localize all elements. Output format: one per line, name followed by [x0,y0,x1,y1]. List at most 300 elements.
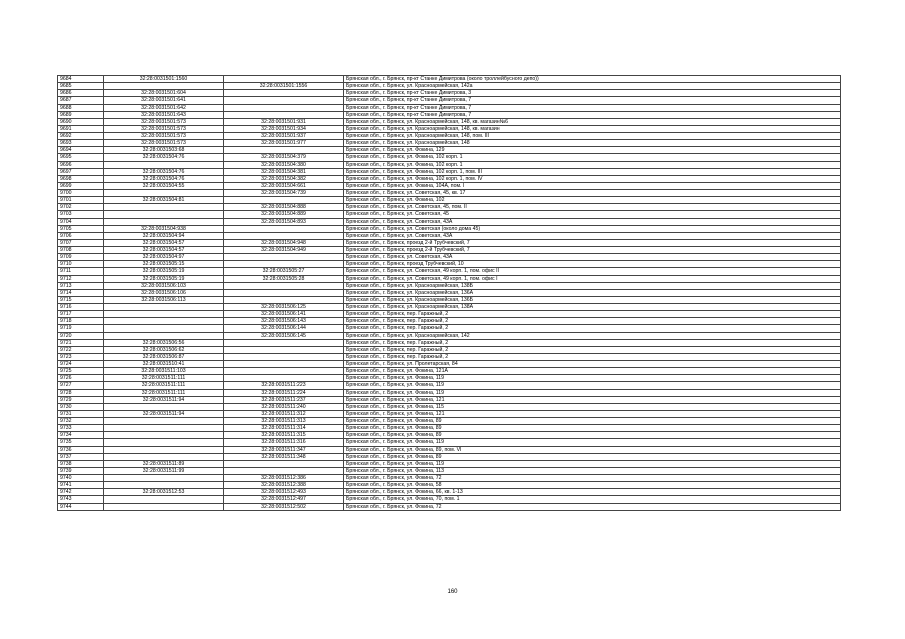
address-cell: Брянская обл., г. Брянск, ул. Фокина, 102 корп. 1 [344,161,841,168]
object-cadastral-cell [224,254,344,261]
object-cadastral-cell: 32:28:0031512:386 [224,475,344,482]
row-number-cell: 9686 [58,90,104,97]
table-row [58,325,841,332]
row-number-cell: 9690 [58,118,104,125]
land-cadastral-cell [104,318,224,325]
address-cell: Брянская обл., г. Брянск, ул. Пролетарская, 84 [344,361,841,368]
table-row [58,118,841,125]
object-cadastral-cell: 32:28:0031504:949 [224,247,344,254]
land-cadastral-cell [104,446,224,453]
object-cadastral-cell: 32:28:0031512:493 [224,489,344,496]
table-row [58,467,841,474]
land-cadastral-cell: 32:28:0031501:643 [104,111,224,118]
address-cell: Брянская обл., г. Брянск, проезд Трубчевский, 10 [344,261,841,268]
land-cadastral-cell: 32:28:0031506:62 [104,346,224,353]
page-number: 160 [447,589,458,595]
table-row [58,489,841,496]
row-number-cell: 9728 [58,389,104,396]
address-cell: Брянская обл., г. Брянск, ул. Фокина, 121 [344,396,841,403]
land-cadastral-cell: 32:28:0031501:641 [104,97,224,104]
table-row [58,254,841,261]
row-number-cell: 9691 [58,125,104,132]
land-cadastral-cell [104,496,224,503]
table-row [58,446,841,453]
table-row [58,389,841,396]
table-row [58,182,841,189]
table-row [58,161,841,168]
address-cell: Брянская обл., г. Брянск, ул. Фокина, 89 [344,425,841,432]
object-cadastral-cell [224,261,344,268]
object-cadastral-cell [224,197,344,204]
object-cadastral-cell: 32:28:0031504:739 [224,190,344,197]
address-cell: Брянская обл., г. Брянск, ул. Фокина, 115 [344,403,841,410]
row-number-cell: 9712 [58,275,104,282]
object-cadastral-cell: 32:28:0031501:1556 [224,83,344,90]
row-number-cell: 9709 [58,254,104,261]
land-cadastral-cell: 32:28:0031501:573 [104,140,224,147]
table-row [58,410,841,417]
row-number-cell: 9732 [58,418,104,425]
row-number-cell: 9718 [58,318,104,325]
table-row [58,147,841,154]
row-number-cell: 9721 [58,339,104,346]
address-cell: Брянская обл., г. Брянск, ул. Советская, 49 корп. 1, пом. офис II [344,268,841,275]
table-row [58,453,841,460]
object-cadastral-cell: 32:28:0031512:502 [224,503,344,510]
object-cadastral-cell: 32:28:0031504:893 [224,218,344,225]
address-cell: Брянская обл., г. Брянск, ул. Советская, 43А [344,232,841,239]
table-row [58,90,841,97]
table-row [58,232,841,239]
row-number-cell: 9700 [58,190,104,197]
table-row [58,332,841,339]
row-number-cell: 9701 [58,197,104,204]
row-number-cell: 9729 [58,396,104,403]
land-cadastral-cell [104,403,224,410]
row-number-cell: 9736 [58,446,104,453]
table-row [58,175,841,182]
object-cadastral-cell [224,296,344,303]
table-row [58,140,841,147]
land-cadastral-cell: 32:28:0031504:97 [104,254,224,261]
address-cell: Брянская обл., г. Брянск, ул. Фокина, 70, пом. 1 [344,496,841,503]
object-cadastral-cell: 32:28:0031501:931 [224,118,344,125]
land-cadastral-cell: 32:28:0031511:99 [104,467,224,474]
row-number-cell: 9694 [58,147,104,154]
object-cadastral-cell: 32:28:0031511:312 [224,410,344,417]
row-number-cell: 9695 [58,154,104,161]
address-cell: Брянская обл., г. Брянск, пр-кт Станке Димитрова, 7 [344,104,841,111]
row-number-cell: 9707 [58,239,104,246]
address-cell: Брянская обл., г. Брянск, ул. Советская, 43А [344,254,841,261]
object-cadastral-cell: 32:28:0031504:380 [224,161,344,168]
object-cadastral-cell: 32:28:0031504:382 [224,175,344,182]
table-row [58,218,841,225]
table-row [58,496,841,503]
address-cell: Брянская обл., г. Брянск, ул. Фокина, 89 [344,453,841,460]
land-cadastral-cell [104,418,224,425]
address-cell: Брянская обл., г. Брянск, пр-кт Станке Димитрова (около троллейбусного депо)) [344,76,841,83]
object-cadastral-cell [224,76,344,83]
address-cell: Брянская обл., г. Брянск, ул. Фокина, 72 [344,503,841,510]
address-cell: Брянская обл., г. Брянск, ул. Фокина, 119 [344,439,841,446]
row-number-cell: 9693 [58,140,104,147]
object-cadastral-cell: 32:28:0031505:27 [224,268,344,275]
row-number-cell: 9716 [58,304,104,311]
object-cadastral-cell: 32:28:0031501:977 [224,140,344,147]
land-cadastral-cell: 32:28:0031511:111 [104,382,224,389]
row-number-cell: 9685 [58,83,104,90]
row-number-cell: 9744 [58,503,104,510]
table-row [58,460,841,467]
land-cadastral-cell [104,83,224,90]
land-cadastral-cell: 32:28:0031506:106 [104,289,224,296]
address-cell: Брянская обл., г. Брянск, пер. Гаражный, 2 [344,325,841,332]
object-cadastral-cell [224,111,344,118]
table-row [58,247,841,254]
address-cell: Брянская обл., г. Брянск, пер. Гаражный, 2 [344,311,841,318]
land-cadastral-cell: 32:28:0031504:76 [104,168,224,175]
row-number-cell: 9706 [58,232,104,239]
address-cell: Брянская обл., г. Брянск, ул. Красноармейская, 148, пом. III [344,133,841,140]
table-row [58,76,841,83]
table-row [58,339,841,346]
land-cadastral-cell [104,425,224,432]
address-cell: Брянская обл., г. Брянск, ул. Фокина, 102 корп. 1, пом. III [344,168,841,175]
object-cadastral-cell: 32:28:0031511:224 [224,389,344,396]
object-cadastral-cell: 32:28:0031506:143 [224,318,344,325]
address-cell: Брянская обл., г. Брянск, пр-кт Станке Димитрова, 7 [344,111,841,118]
row-number-cell: 9698 [58,175,104,182]
object-cadastral-cell: 32:28:0031504:381 [224,168,344,175]
object-cadastral-cell: 32:28:0031506:145 [224,332,344,339]
table-row [58,282,841,289]
address-cell: Брянская обл., г. Брянск, ул. Красноармейская, 142 [344,332,841,339]
land-cadastral-cell: 32:28:0031511:111 [104,389,224,396]
object-cadastral-cell [224,353,344,360]
object-cadastral-cell: 32:28:0031504:379 [224,154,344,161]
row-number-cell: 9710 [58,261,104,268]
land-cadastral-cell [104,503,224,510]
table-row [58,475,841,482]
address-cell: Брянская обл., г. Брянск, ул. Фокина, 102 [344,197,841,204]
object-cadastral-cell [224,104,344,111]
table-row [58,154,841,161]
land-cadastral-cell: 32:28:0031505:15 [104,261,224,268]
registry-table-body [58,76,841,511]
address-cell: Брянская обл., г. Брянск, проезд 2-й Трубчевский, 7 [344,247,841,254]
land-cadastral-cell: 32:28:0031504:55 [104,182,224,189]
row-number-cell: 9684 [58,76,104,83]
row-number-cell: 9708 [58,247,104,254]
row-number-cell: 9713 [58,282,104,289]
table-row [58,239,841,246]
table-row [58,353,841,360]
address-cell: Брянская обл., г. Брянск, ул. Советская, 43А [344,218,841,225]
land-cadastral-cell: 32:28:0031510:41 [104,361,224,368]
land-cadastral-cell: 32:28:0031506:56 [104,339,224,346]
address-cell: Брянская обл., г. Брянск, пер. Гаражный, 2 [344,339,841,346]
land-cadastral-cell [104,325,224,332]
row-number-cell: 9715 [58,296,104,303]
row-number-cell: 9734 [58,432,104,439]
row-number-cell: 9725 [58,368,104,375]
address-cell: Брянская обл., г. Брянск, ул. Фокина, 129 [344,147,841,154]
object-cadastral-cell: 32:28:0031506:141 [224,311,344,318]
table-row [58,111,841,118]
object-cadastral-cell: 32:28:0031504:661 [224,182,344,189]
address-cell: Брянская обл., г. Брянск, пр-кт Станке Димитрова, 3 [344,90,841,97]
address-cell: Брянская обл., г. Брянск, ул. Красноармейская, 142а [344,83,841,90]
table-row [58,368,841,375]
object-cadastral-cell [224,232,344,239]
land-cadastral-cell: 32:28:0031503:68 [104,147,224,154]
table-row [58,225,841,232]
row-number-cell: 9687 [58,97,104,104]
land-cadastral-cell: 32:28:0031504:76 [104,154,224,161]
table-row [58,375,841,382]
object-cadastral-cell [224,460,344,467]
table-row [58,197,841,204]
land-cadastral-cell [104,204,224,211]
table-row [58,83,841,90]
address-cell: Брянская обл., г. Брянск, ул. Фокина, 119 [344,382,841,389]
land-cadastral-cell: 32:28:0031511:89 [104,460,224,467]
table-row [58,361,841,368]
address-cell: Брянская обл., г. Брянск, ул. Красноармейская, 136Б [344,296,841,303]
table-row [58,97,841,104]
land-cadastral-cell: 32:28:0031501:573 [104,125,224,132]
land-cadastral-cell: 32:28:0031504:76 [104,175,224,182]
object-cadastral-cell [224,225,344,232]
row-number-cell: 9739 [58,467,104,474]
address-cell: Брянская обл., г. Брянск, ул. Советская, 45 [344,211,841,218]
row-number-cell: 9730 [58,403,104,410]
table-row [58,211,841,218]
table-row [58,482,841,489]
row-number-cell: 9714 [58,289,104,296]
address-cell: Брянская обл., г. Брянск, ул. Фокина, 72 [344,475,841,482]
object-cadastral-cell: 32:28:0031511:314 [224,425,344,432]
address-cell: Брянская обл., г. Брянск, ул. Фокина, 119 [344,375,841,382]
land-cadastral-cell [104,211,224,218]
address-cell: Брянская обл., г. Брянск, ул. Красноармейская, 148, кв. магазин [344,125,841,132]
address-cell: Брянская обл., г. Брянск, пер. Гаражный, 2 [344,346,841,353]
row-number-cell: 9711 [58,268,104,275]
address-cell: Брянская обл., г. Брянск, ул. Фокина, 113 [344,467,841,474]
object-cadastral-cell: 32:28:0031501:937 [224,133,344,140]
land-cadastral-cell: 32:28:0031504:94 [104,232,224,239]
address-cell: Брянская обл., г. Брянск, ул. Фокина, 119 [344,389,841,396]
address-cell: Брянская обл., г. Брянск, ул. Фокина, 121 [344,410,841,417]
address-cell: Брянская обл., г. Брянск, ул. Фокина, 89 [344,418,841,425]
land-cadastral-cell [104,190,224,197]
object-cadastral-cell: 32:28:0031504:888 [224,204,344,211]
row-number-cell: 9733 [58,425,104,432]
address-cell: Брянская обл., г. Брянск, ул. Фокина, 66, кв. 1-13 [344,489,841,496]
address-cell: Брянская обл., г. Брянск, пер. Гаражный, 2 [344,353,841,360]
table-row [58,346,841,353]
land-cadastral-cell [104,311,224,318]
address-cell: Брянская обл., г. Брянск, ул. Фокина, 89, пом. VI [344,446,841,453]
land-cadastral-cell: 32:28:0031506:87 [104,353,224,360]
address-cell: Брянская обл., г. Брянск, ул. Фокина, 121А [344,368,841,375]
object-cadastral-cell: 32:28:0031501:934 [224,125,344,132]
address-cell: Брянская обл., г. Брянск, пер. Гаражный, 2 [344,318,841,325]
table-row [58,432,841,439]
object-cadastral-cell: 32:28:0031504:948 [224,239,344,246]
address-cell: Брянская обл., г. Брянск, ул. Фокина, 104А, пом. I [344,182,841,189]
row-number-cell: 9699 [58,182,104,189]
row-number-cell: 9705 [58,225,104,232]
land-cadastral-cell: 32:28:0031504:938 [104,225,224,232]
land-cadastral-cell: 32:28:0031512:53 [104,489,224,496]
land-cadastral-cell: 32:28:0031511:94 [104,410,224,417]
address-cell: Брянская обл., г. Брянск, проезд 2-й Трубчевский, 7 [344,239,841,246]
table-row [58,503,841,510]
object-cadastral-cell [224,282,344,289]
object-cadastral-cell: 32:28:0031511:313 [224,418,344,425]
address-cell: Брянская обл., г. Брянск, ул. Советская, 45, кв. 17 [344,190,841,197]
row-number-cell: 9740 [58,475,104,482]
object-cadastral-cell: 32:28:0031511:315 [224,432,344,439]
table-row [58,190,841,197]
table-row [58,318,841,325]
row-number-cell: 9692 [58,133,104,140]
object-cadastral-cell: 32:28:0031511:347 [224,446,344,453]
table-row [58,168,841,175]
table-row [58,204,841,211]
land-cadastral-cell [104,482,224,489]
object-cadastral-cell [224,346,344,353]
row-number-cell: 9731 [58,410,104,417]
land-cadastral-cell: 32:28:0031504:57 [104,247,224,254]
row-number-cell: 9726 [58,375,104,382]
land-cadastral-cell: 32:28:0031501:604 [104,90,224,97]
land-cadastral-cell: 32:28:0031504:81 [104,197,224,204]
address-cell: Брянская обл., г. Брянск, ул. Фокина, 119 [344,460,841,467]
row-number-cell: 9723 [58,353,104,360]
address-cell: Брянская обл., г. Брянск, ул. Красноармейская, 148, кв. магазин№6 [344,118,841,125]
object-cadastral-cell [224,375,344,382]
row-number-cell: 9742 [58,489,104,496]
land-cadastral-cell: 32:28:0031505:19 [104,275,224,282]
object-cadastral-cell [224,90,344,97]
row-number-cell: 9727 [58,382,104,389]
land-cadastral-cell [104,475,224,482]
row-number-cell: 9703 [58,211,104,218]
table-row [58,261,841,268]
address-cell: Брянская обл., г. Брянск, ул. Советская (около дома 45) [344,225,841,232]
land-cadastral-cell [104,332,224,339]
address-cell: Брянская обл., г. Брянск, ул. Советская, 49 корп. 1, пом. офис I [344,275,841,282]
object-cadastral-cell [224,147,344,154]
address-cell: Брянская обл., г. Брянск, пр-кт Станке Димитрова, 7 [344,97,841,104]
land-cadastral-cell: 32:28:0031501:573 [104,133,224,140]
table-row [58,125,841,132]
land-cadastral-cell [104,432,224,439]
row-number-cell: 9719 [58,325,104,332]
object-cadastral-cell [224,97,344,104]
row-number-cell: 9689 [58,111,104,118]
address-cell: Брянская обл., г. Брянск, ул. Фокина, 102 корп. 1 [344,154,841,161]
object-cadastral-cell: 32:28:0031511:348 [224,453,344,460]
table-row [58,396,841,403]
row-number-cell: 9743 [58,496,104,503]
row-number-cell: 9696 [58,161,104,168]
address-cell: Брянская обл., г. Брянск, ул. Советская, 45, пом. II [344,204,841,211]
table-row [58,275,841,282]
object-cadastral-cell [224,289,344,296]
object-cadastral-cell [224,361,344,368]
land-cadastral-cell: 32:28:0031504:57 [104,239,224,246]
land-cadastral-cell: 32:28:0031506:113 [104,296,224,303]
row-number-cell: 9722 [58,346,104,353]
object-cadastral-cell [224,339,344,346]
row-number-cell: 9724 [58,361,104,368]
land-cadastral-cell: 32:28:0031511:103 [104,368,224,375]
table-row [58,104,841,111]
land-cadastral-cell: 32:28:0031501:642 [104,104,224,111]
row-number-cell: 9704 [58,218,104,225]
row-number-cell: 9720 [58,332,104,339]
table-row [58,133,841,140]
object-cadastral-cell: 32:28:0031511:237 [224,396,344,403]
object-cadastral-cell: 32:28:0031511:240 [224,403,344,410]
row-number-cell: 9737 [58,453,104,460]
row-number-cell: 9735 [58,439,104,446]
table-row [58,289,841,296]
land-cadastral-cell [104,439,224,446]
object-cadastral-cell: 32:28:0031512:497 [224,496,344,503]
object-cadastral-cell: 32:28:0031504:889 [224,211,344,218]
table-row [58,296,841,303]
row-number-cell: 9738 [58,460,104,467]
object-cadastral-cell [224,467,344,474]
address-cell: Брянская обл., г. Брянск, ул. Фокина, 89 [344,432,841,439]
land-cadastral-cell [104,161,224,168]
object-cadastral-cell: 32:28:0031511:223 [224,382,344,389]
object-cadastral-cell: 32:28:0031506:144 [224,325,344,332]
object-cadastral-cell: 32:28:0031506:125 [224,304,344,311]
table-row [58,439,841,446]
address-cell: Брянская обл., г. Брянск, ул. Красноармейская, 138Б [344,282,841,289]
table-row [58,268,841,275]
table-row [58,425,841,432]
object-cadastral-cell: 32:28:0031512:388 [224,482,344,489]
object-cadastral-cell: 32:28:0031505:28 [224,275,344,282]
address-cell: Брянская обл., г. Брянск, ул. Красноармейская, 148 [344,140,841,147]
land-cadastral-cell: 32:28:0031501:1560 [104,76,224,83]
land-cadastral-cell [104,453,224,460]
row-number-cell: 9702 [58,204,104,211]
land-cadastral-cell: 32:28:0031511:111 [104,375,224,382]
table-row [58,382,841,389]
address-cell: Брянская обл., г. Брянск, ул. Фокина, 102 корп. 1, пом. IV [344,175,841,182]
address-cell: Брянская обл., г. Брянск, ул. Красноармейская, 136А [344,289,841,296]
land-cadastral-cell: 32:28:0031501:573 [104,118,224,125]
table-row [58,418,841,425]
land-cadastral-cell: 32:28:0031511:94 [104,396,224,403]
address-cell: Брянская обл., г. Брянск, ул. Красноармейская, 138А [344,304,841,311]
address-cell: Брянская обл., г. Брянск, ул. Фокина, 58 [344,482,841,489]
row-number-cell: 9717 [58,311,104,318]
row-number-cell: 9741 [58,482,104,489]
object-cadastral-cell [224,368,344,375]
object-cadastral-cell: 32:28:0031511:316 [224,439,344,446]
table-row [58,304,841,311]
row-number-cell: 9697 [58,168,104,175]
